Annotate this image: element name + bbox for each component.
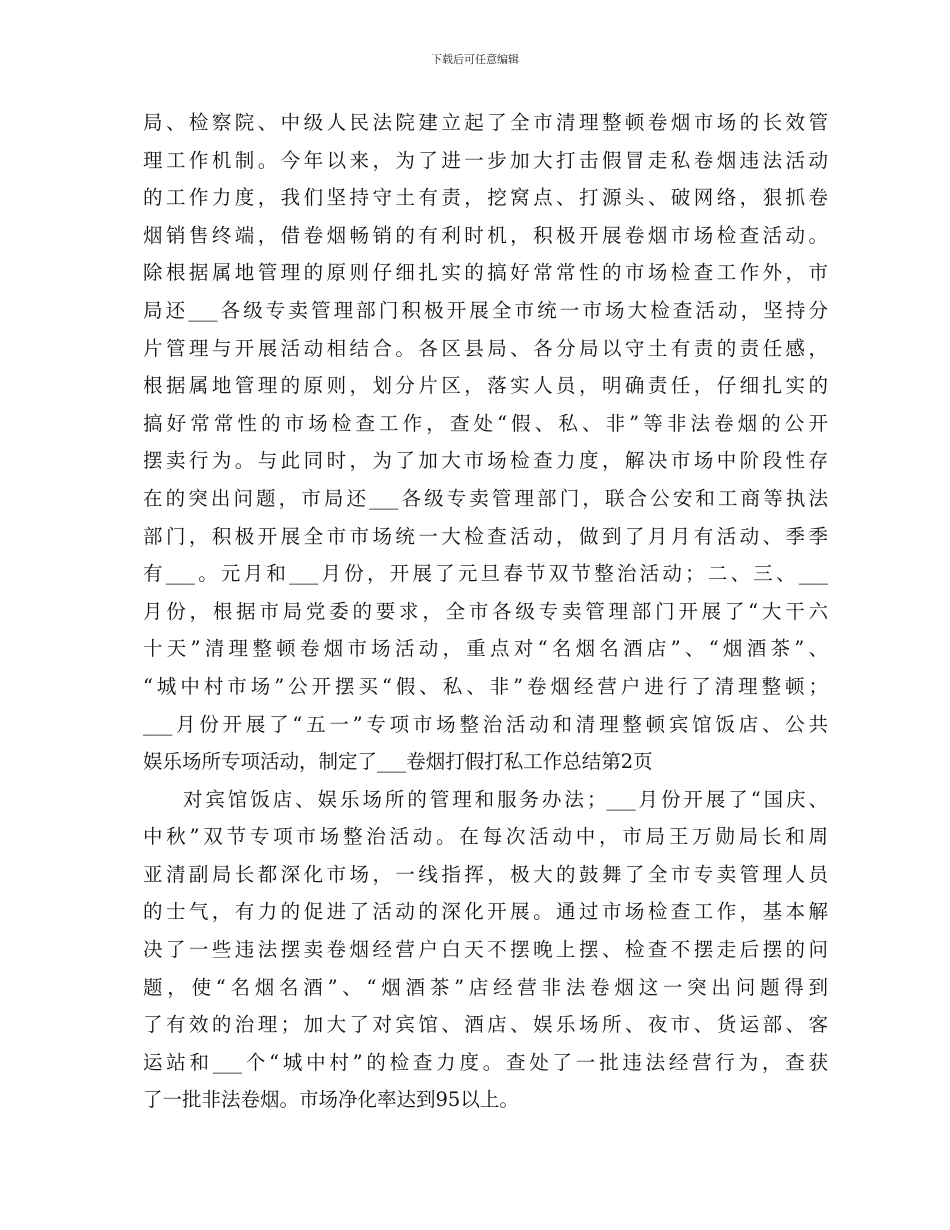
text-line: 搞好常常性的市场检查工作，查处“假、私、非”等非法卷烟的公开 <box>143 411 828 435</box>
text-line: 题，使“名烟名酒”、“烟酒茶”店经营非法卷烟这一突出问题得到 <box>143 975 828 999</box>
page-header: 下载后可任意编辑 <box>431 53 519 66</box>
text-line: 理工作机制。今年以来，为了进一步加大打击假冒走私卷烟违法活动 <box>143 148 828 172</box>
text-line: 局、检察院、中级人民法院建立起了全市清理整顿卷烟市场的长效管 <box>143 111 828 134</box>
text-line: 局还___各级专卖管理部门积极开展全市统一市场大检查活动，坚持分 <box>143 298 828 322</box>
text-line: 的工作力度，我们坚持守土有责，挖窝点、打源头、破网络，狠抓卷 <box>143 186 828 210</box>
text-line: “城中村市场”公开摆买“假、私、非”卷烟经营户进行了清理整顿； <box>143 674 828 698</box>
text-line: 的士气，有力的促进了活动的深化开展。通过市场检查工作，基本解 <box>143 900 828 924</box>
paragraph-1 <box>143 104 828 781</box>
text-line: 十天”清理整顿卷烟市场活动，重点对“名烟名酒店”、“烟酒茶”、 <box>143 637 828 661</box>
document-body <box>143 104 828 1119</box>
text-line: 摆卖行为。与此同时，为了加大市场检查力度，解决市场中阶段性存 <box>143 449 828 473</box>
paragraph-2 <box>143 781 828 1119</box>
text-line: 片管理与开展活动相结合。各区县局、各分局以守土有责的责任感， <box>143 336 828 360</box>
text-line: 在的突出问题，市局还___各级专卖管理部门，联合公安和工商等执法 <box>143 486 828 510</box>
text-line: 对宾馆饭店、娱乐场所的管理和服务办法；___月份开展了“国庆、 <box>183 787 828 811</box>
text-line: 有___。元月和___月份，开展了元旦春节双节整治活动；二、三、___ <box>143 562 828 586</box>
text-line: 月份，根据市局党委的要求，全市各级专卖管理部门开展了“大干六 <box>143 599 828 623</box>
text-line: 了一批非法卷烟。市场净化率达到95以上。 <box>143 1088 519 1112</box>
text-line: 运站和___个“城中村”的检查力度。查处了一批违法经营行为，查获 <box>143 1050 828 1074</box>
text-line: 了有效的治理；加大了对宾馆、酒店、娱乐场所、夜市、货运部、客 <box>143 1013 828 1037</box>
text-line: 根据属地管理的原则，划分片区，落实人员，明确责任，仔细扎实的 <box>143 374 828 398</box>
text-line: ___月份开展了“五一”专项市场整治活动和清理整顿宾馆饭店、公共 <box>143 712 828 736</box>
text-line: 决了一些违法摆卖卷烟经营户白天不摆晚上摆、检查不摆走后摆的问 <box>143 938 828 962</box>
text-line: 中秋”双节专项市场整治活动。在每次活动中，市局王万勋局长和周 <box>143 825 828 849</box>
text-line: 部门，积极开展全市市场统一大检查活动，做到了月月有活动、季季 <box>143 524 828 548</box>
text-line: 除根据属地管理的原则仔细扎实的搞好常常性的市场检查工作外，市 <box>143 261 828 285</box>
text-line: 娱乐场所专项活动，制定了___卷烟打假打私工作总结第2页 <box>143 750 653 774</box>
text-line: 亚清副局长都深化市场，一线指挥，极大的鼓舞了全市专卖管理人员 <box>143 862 828 886</box>
text-line: 烟销售终端，借卷烟畅销的有利时机，积极开展卷烟市场检查活动。 <box>143 223 828 247</box>
